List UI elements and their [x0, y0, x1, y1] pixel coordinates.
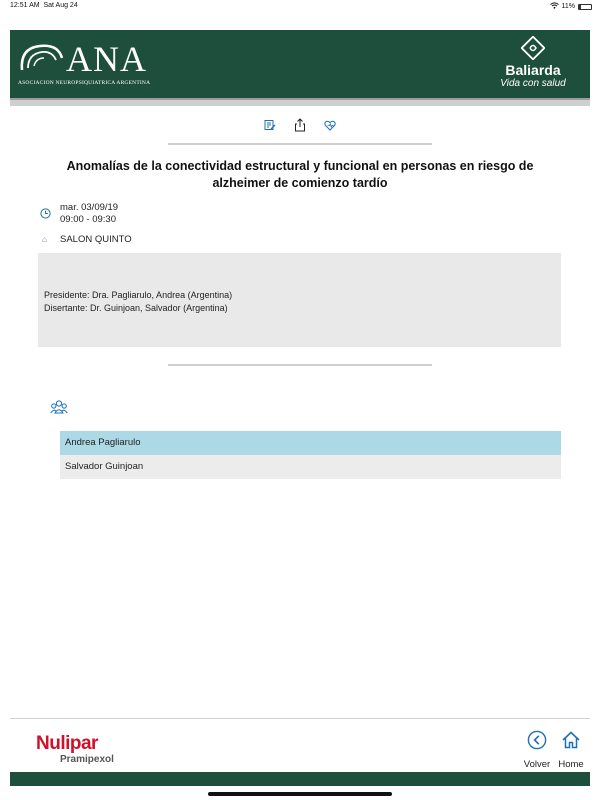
ad-brand: Nulipar [36, 733, 98, 754]
share-icon[interactable] [293, 118, 307, 132]
battery-percent: 11% [561, 3, 575, 10]
footer-divider [10, 718, 590, 719]
header-stripe [10, 98, 590, 106]
ad-subtitle: Pramipexol [60, 754, 114, 765]
sponsor-name: Baliarda [505, 62, 561, 78]
action-toolbar [263, 118, 337, 132]
status-time: 12:51 AM Sat Aug 24 [10, 2, 78, 9]
disertante-line: Disertante: Dr. Guinjoan, Salvador (Argentina) [44, 303, 228, 313]
middle-divider [168, 364, 432, 366]
session-room: SALON QUINTO [60, 234, 132, 245]
location-icon: ⌂ [42, 235, 47, 244]
presidente-line: Presidente: Dra. Pagliarulo, Andrea (Argentina) [44, 290, 233, 300]
chevron-left-circle-icon [527, 737, 547, 754]
session-date: mar. 03/09/19 [60, 202, 119, 213]
clock-icon [40, 208, 51, 223]
ana-logo [18, 38, 168, 90]
battery-icon [578, 4, 592, 10]
footer-bar [10, 772, 590, 786]
home-button[interactable] [554, 730, 588, 770]
session-datetime [60, 202, 118, 226]
session-title: Anomalías de la conectividad estructural y funcional en personas en riesgo de alzheimer de comienzo tardío [66, 159, 534, 190]
baliarda-mark-icon [521, 36, 545, 60]
session-detail [10, 112, 590, 718]
back-button[interactable] [520, 730, 554, 770]
nulipar-ad[interactable] [36, 734, 114, 765]
home-label: Home [558, 759, 584, 770]
favorite-heart-icon[interactable] [323, 118, 337, 132]
top-divider [168, 143, 432, 145]
note-edit-icon[interactable] [263, 118, 277, 132]
home-indicator[interactable] [208, 792, 392, 796]
baliarda-logo [488, 36, 578, 94]
ana-subtitle: ASOCIACION NEUROPSIQUIATRICA ARGENTINA [18, 80, 151, 86]
ana-brain-mark-icon [18, 40, 70, 80]
status-bar [0, 0, 600, 12]
session-time: 09:00 - 09:30 [60, 214, 116, 225]
people-list [60, 431, 561, 479]
speakers-box [38, 253, 561, 347]
ana-letters: ANA [66, 39, 147, 79]
back-label: Volver [523, 759, 551, 770]
app-header [10, 30, 590, 98]
people-group-icon [50, 399, 68, 420]
list-item[interactable]: Andrea Pagliarulo [60, 431, 561, 455]
status-right [550, 2, 593, 11]
wifi-icon [550, 2, 559, 11]
home-icon [561, 737, 581, 754]
sponsor-tagline: Vida con salud [500, 78, 566, 89]
list-item[interactable]: Salvador Guinjoan [60, 455, 561, 479]
